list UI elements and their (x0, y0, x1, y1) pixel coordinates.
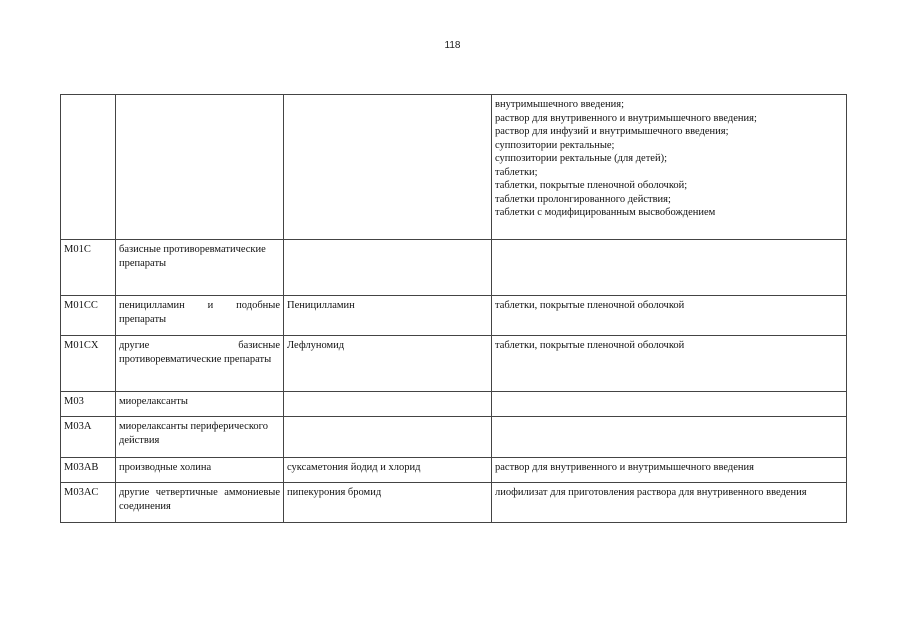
table-row (61, 458, 847, 483)
drug-name-cell (284, 95, 492, 240)
drug-name-cell (284, 392, 492, 417)
drug-name-cell: пипекурония бромид (284, 483, 492, 523)
page-number: 118 (444, 40, 461, 51)
dosage-forms-cell (492, 417, 847, 458)
dosage-form-item: таблетки пролонгированного действия; (495, 193, 671, 205)
table-row (61, 95, 847, 240)
drug-name-cell: Лефлуномид (284, 336, 492, 392)
dosage-forms-cell (492, 240, 847, 296)
dosage-forms-cell (492, 392, 847, 417)
dosage-form-item: лиофилизат для приготовления раствора для внутривенного введения (495, 487, 807, 498)
dosage-form-item: таблетки, покрытые пленочной оболочкой (495, 300, 685, 311)
group-cell: миорелаксанты (116, 392, 284, 417)
dosage-forms-cell (492, 458, 847, 483)
table-row (61, 392, 847, 417)
group-cell: другие четвертичные аммониевые соединения (116, 483, 284, 523)
group-cell (116, 95, 284, 240)
atc-code-cell: M01CC (61, 296, 116, 336)
dosage-form-item: таблетки с модифицированным высвобождением (495, 207, 716, 218)
dosage-form-item: таблетки; (495, 166, 538, 178)
atc-code-cell: M03AC (61, 483, 116, 523)
group-cell: производные холина (116, 458, 284, 483)
dosage-form-item: суппозитории ректальные (для детей); (495, 153, 667, 164)
dosage-form-item: раствор для инфузий и внутримышечного введения; (495, 126, 729, 137)
dosage-form-item: таблетки, покрытые пленочной оболочкой (495, 340, 685, 351)
table-row (61, 336, 847, 392)
table-row (61, 296, 847, 336)
dosage-forms-cell (492, 95, 847, 240)
dosage-form-item: раствор для внутривенного и внутримышечного введения; (495, 112, 757, 124)
atc-code-cell: M03 (61, 392, 116, 417)
dosage-form-item: таблетки, покрытые пленочной оболочкой; (495, 180, 688, 191)
atc-code-cell: M03A (61, 417, 116, 458)
group-cell: миорелаксанты периферического действия (116, 417, 284, 458)
table-row (61, 240, 847, 296)
dosage-forms-cell (492, 296, 847, 336)
atc-code-cell: M03AB (61, 458, 116, 483)
table-row (61, 483, 847, 523)
atc-code-cell (61, 95, 116, 240)
dosage-forms-list (495, 98, 843, 220)
table-row (61, 417, 847, 458)
atc-code-cell: M01C (61, 240, 116, 296)
dosage-form-item: внутримышечного введения; (495, 99, 625, 110)
dosage-form-item: суппозитории ректальные; (495, 139, 615, 151)
group-cell: другие базисные противоревматические препараты (116, 336, 284, 392)
group-cell: пеницилламин и подобные препараты (116, 296, 284, 336)
drug-name-cell: Пеницилламин (284, 296, 492, 336)
drug-table (60, 94, 847, 523)
drug-name-cell (284, 417, 492, 458)
drug-name-cell (284, 240, 492, 296)
dosage-form-item: раствор для внутривенного и внутримышечного введения (495, 462, 754, 473)
atc-code-cell: M01CX (61, 336, 116, 392)
group-cell: базисные противоревматические препараты (116, 240, 284, 296)
drug-name-cell: суксаметония йодид и хлорид (284, 458, 492, 483)
dosage-forms-cell (492, 483, 847, 523)
dosage-forms-cell (492, 336, 847, 392)
